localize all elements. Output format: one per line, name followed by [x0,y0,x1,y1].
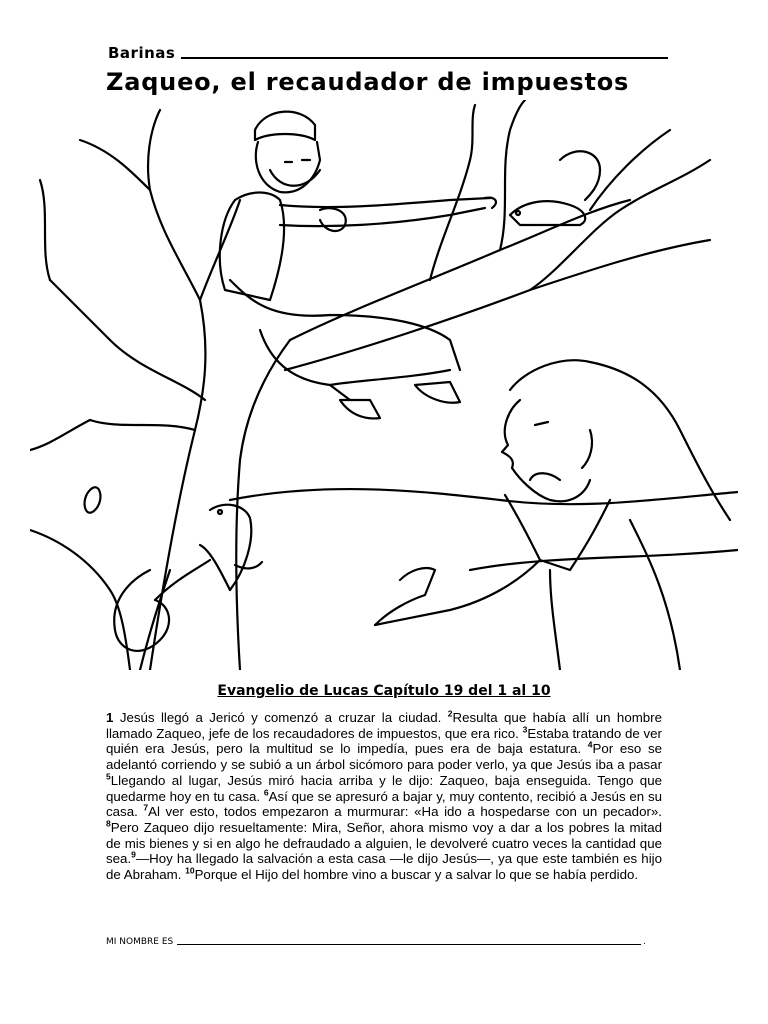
verse-text: Así que se apresuró a bajar y, muy contento, recibió a Jesús en su casa. [106,788,662,820]
verse-text: Porque el Hijo del hombre vino a buscar y a salvar lo que se había perdido. [194,867,639,883]
verse-number: 9 [131,849,136,860]
verse-text: Pero Zaqueo dijo resueltamente: Mira, Señor, ahora mismo voy a dar a los pobres la mitad de mis bienes y si en algo he defraudado a alguien, le devolveré cuatro veces la cantidad que sea. [106,819,662,867]
name-fill-line [177,944,641,945]
squirrel-bottom-icon [114,505,262,651]
verse-text: Al ver esto, todos empezaron a murmurar: «Ha ido a hospedarse con un pecador». [148,804,662,820]
verse-number: 10 [185,865,195,876]
name-row [106,937,646,947]
verse-number: 5 [106,771,111,782]
zaqueo-figure [220,112,496,419]
verse-number: 4 [587,739,593,750]
verse-number: 8 [106,818,111,829]
name-end-mark: . [643,937,646,947]
verse-number: 1 [106,710,114,725]
verse-text: Estaba tratando de ver quién era Jesús, pero la multitud se lo impedía, pues era de baja estatura. [106,725,662,757]
verse-number: 7 [143,802,149,813]
page-title: Zaqueo, el recaudador de impuestos [106,68,630,96]
name-label: MI NOMBRE ES [106,937,174,947]
gospel-heading-text: Evangelio de Lucas Capítulo 19 del 1 al 10 [217,683,551,699]
gospel-heading [0,682,768,700]
header-fill-line [181,57,668,59]
verse-text: Llegando al lugar, Jesús miró hacia arriba y le dijo: Zaqueo, baja enseguida. Tengo que quedarme hoy en tu casa. [106,772,662,804]
verse-number: 3 [522,724,528,735]
verse-text: Jesús llegó a Jericó y comenzó a cruzar la ciudad. [113,710,448,725]
verse-text: Resulta que había allí un hombre llamado Zaqueo, jefe de los recaudadores de impuestos, que era rico. [106,710,663,741]
verse-number: 6 [263,787,269,798]
verse-text: Por eso se adelantó corriendo y se subió a un árbol sicómoro para poder verlo, ya que Jesús iba a pasar [106,741,662,773]
hill-line-2 [470,550,738,570]
coloring-illustration [30,100,738,670]
header-row [108,36,668,62]
verse-number: 2 [447,708,453,719]
gospel-passage [106,710,662,883]
verse-text: —Hoy ha llegado la salvación a esta casa —le dijo Jesús—, ya que este también es hijo de Abraham. [106,851,662,883]
tree-icon [30,100,710,670]
header-label: Barinas [108,44,176,62]
hill-line [230,489,738,504]
jesus-figure [375,360,730,670]
